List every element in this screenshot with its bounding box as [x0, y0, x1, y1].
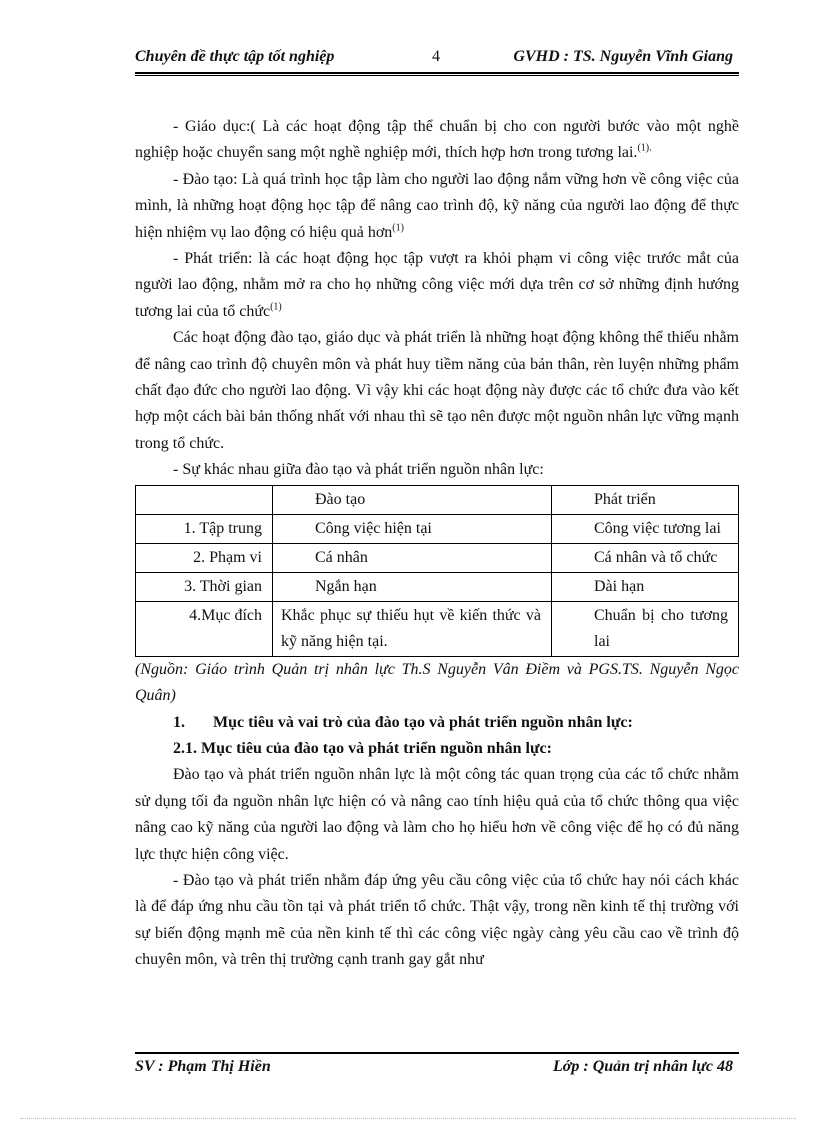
section-heading-2-1: 2.1. Mục tiêu của đào tạo và phát triển nguồn nhân lực:	[173, 739, 552, 757]
comparison-table	[135, 485, 739, 657]
footnote-ref: (1)	[392, 222, 404, 234]
table-cell: 3. Thời gian	[136, 572, 273, 601]
section-heading-1	[135, 710, 739, 736]
table-cell: Công việc hiện tại	[273, 514, 552, 543]
table-row	[136, 514, 739, 543]
paragraph-requirements: - Đào tạo và phát triển nhằm đáp ứng yêu cầu công việc của tổ chức hay nói cách khác là để đáp ứng nhu cầu tồn tại và phát triển tổ chức. Thật vậy, trong nền kinh tế thị trường với sự biến động mạnh mẽ của nền kinh tế thì các công việc ngày càng yêu cầu cao về trình độ chuyên môn, và trên thị trường cạnh tranh gay gắt như	[135, 871, 739, 969]
page-number: 4	[432, 48, 440, 65]
footer-student: SV : Phạm Thị Hiền	[135, 1058, 271, 1075]
header-rule	[135, 72, 739, 74]
section-number: 1.	[173, 713, 185, 731]
table-header-cell	[136, 485, 273, 514]
paragraph-text: - Giáo dục:( Là các hoạt động tập thể chuẩn bị cho con người bước vào một nghề nghiệp hoặc chuyển sang một nghề nghiệp mới, thích hợp hơn trong tương lai.	[135, 118, 739, 162]
header-supervisor: GVHD : TS. Nguyễn Vĩnh Giang	[513, 48, 733, 65]
table-row	[136, 543, 739, 572]
paragraph-development	[135, 246, 739, 325]
table-row	[136, 572, 739, 601]
table-header-row	[136, 485, 739, 514]
footnote-ref: (1).	[637, 143, 652, 155]
paragraph-text: - Phát triển: là các hoạt động học tập vượt ra khỏi phạm vi công việc trước mắt của người lao động, nhằm mở ra cho họ những công việc mới dựa trên cơ sở những định hướng tương lai của tổ chức	[135, 250, 739, 320]
footer-class: Lớp : Quản trị nhân lực 48	[553, 1058, 733, 1075]
header-title: Chuyên đề thực tập tốt nghiệp	[135, 48, 335, 65]
paragraph-training	[135, 167, 739, 246]
header-rule-thin	[135, 75, 739, 76]
table-cell: 4.Mục đích	[136, 601, 273, 656]
paragraph-difference-intro: - Sự khác nhau giữa đào tạo và phát triển nguồn nhân lực:	[173, 461, 544, 479]
table-row	[136, 601, 739, 656]
table-cell: Cá nhân	[273, 543, 552, 572]
table-cell: Công việc tương lai	[552, 514, 739, 543]
paragraph-activities: Các hoạt động đào tạo, giáo dục và phát triển là những hoạt động không thể thiếu nhằm để nâng cao trình độ chuyên môn và phát huy tiềm năng của bản thân, rèn luyện những phẩm chất đạo đức cho người lao động. Vì vậy khi các hoạt động này được các tổ chức đưa vào kết hợp một cách bài bản thống nhất với nhau thì sẽ tạo nên được một nguồn nhân lực vững mạnh trong tổ chức.	[135, 329, 739, 452]
footer-rule	[135, 1052, 739, 1054]
table-header-cell: Đào tạo	[273, 485, 552, 514]
page-edge-dots	[20, 1118, 796, 1119]
document-body	[135, 114, 739, 974]
table-cell: Chuẩn bị cho tương lai	[552, 601, 739, 656]
footnote-ref: (1)	[270, 301, 282, 313]
table-cell: Ngắn hạn	[273, 572, 552, 601]
table-cell: Dài hạn	[552, 572, 739, 601]
table-cell: Khắc phục sự thiếu hụt về kiến thức và kỹ năng hiện tại.	[273, 601, 552, 656]
table-source: (Nguồn: Giáo trình Quản trị nhân lực Th.S Nguyễn Vân Điềm và PGS.TS. Nguyễn Ngọc Quân)	[135, 660, 739, 705]
paragraph-education	[135, 114, 739, 167]
table-cell: Cá nhân và tổ chức	[552, 543, 739, 572]
page-header	[135, 48, 739, 70]
table-header-cell: Phát triển	[552, 485, 739, 514]
section-title: Mục tiêu và vai trò của đào tạo và phát triển nguồn nhân lực:	[213, 713, 633, 731]
table-cell: 1. Tập trung	[136, 514, 273, 543]
paragraph-objective: Đào tạo và phát triển nguồn nhân lực là một công tác quan trọng của các tổ chức nhằm sử dụng tối đa nguồn nhân lực hiện có và nâng cao tính hiệu quả của tổ chức thông qua việc nâng cao kỹ năng của người lao động và làm cho họ hiểu hơn về công việc để họ có đủ năng lực thực hiện công việc.	[135, 766, 739, 863]
table-cell: 2. Phạm vi	[136, 543, 273, 572]
paragraph-text: - Đào tạo: Là quá trình học tập làm cho người lao động nắm vững hơn về công việc của mình, là những hoạt động học tập để nâng cao trình độ, kỹ năng của người lao động để thực hiện nhiệm vụ lao động có hiệu quả hơn	[135, 170, 739, 241]
